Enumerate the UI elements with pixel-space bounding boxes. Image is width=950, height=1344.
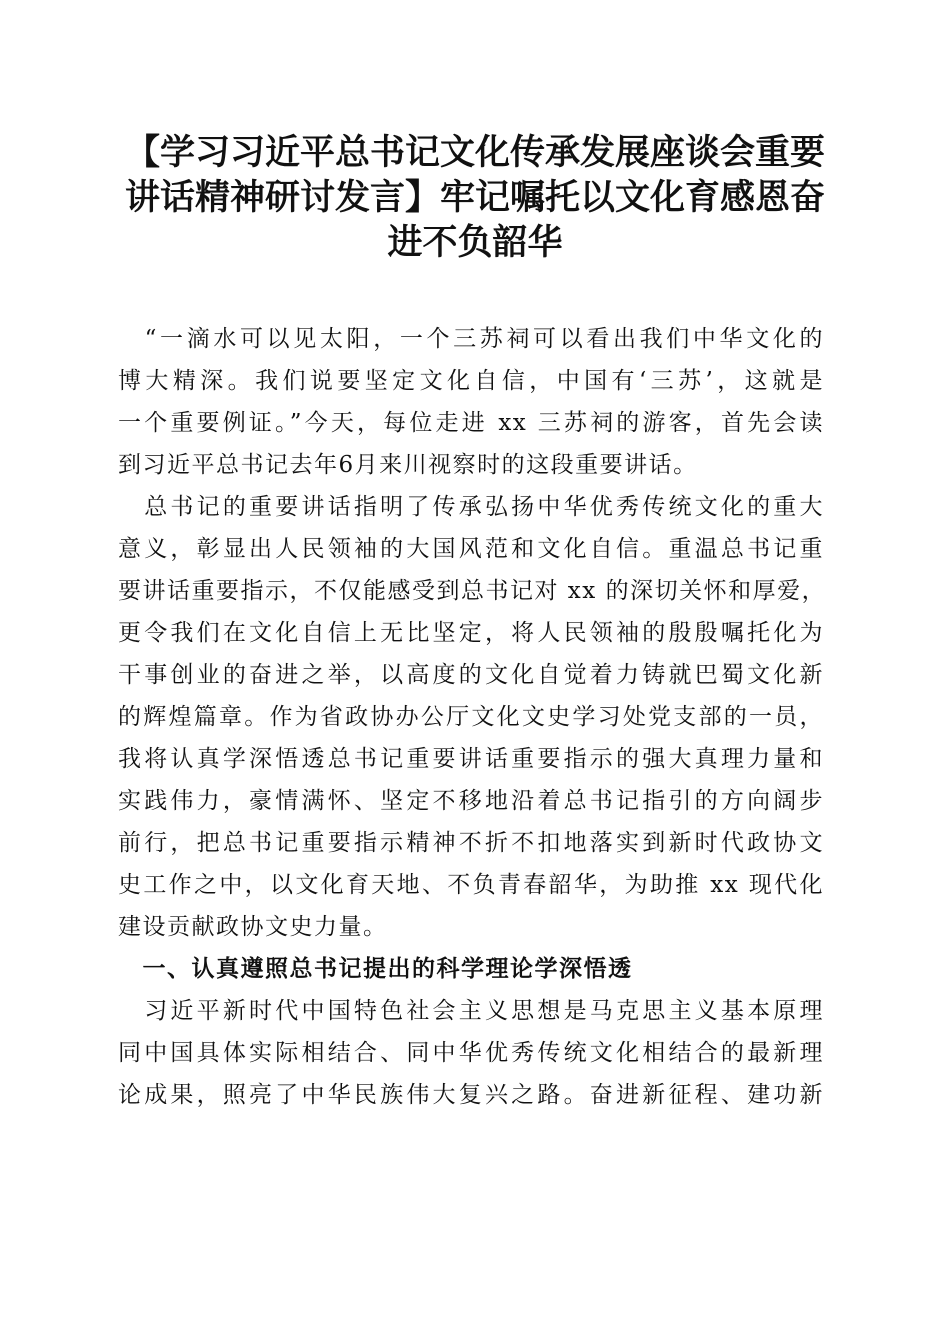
text-line: 论成果，照亮了中华民族伟大复兴之路。奋进新征程、建功新: [118, 1082, 824, 1108]
text-line: 博大精深。我们说要坚定文化自信，中国有‘三苏’，这就是: [118, 368, 824, 394]
text-line: 史工作之中，以文化育天地、不负青春韶华，为助推 xx 现代化: [118, 872, 824, 898]
title-line: 【学习习近平总书记文化传承发展座谈会重要: [124, 132, 825, 173]
text-line: 建设贡献政协文史力量。: [118, 914, 388, 940]
text-line: 干事创业的奋进之举，以高度的文化自觉着力铸就巴蜀文化新: [118, 662, 824, 688]
title-line: 进不负韶华: [387, 222, 563, 263]
text-line: 我将认真学深悟透总书记重要讲话重要指示的强大真理力量和: [118, 746, 824, 772]
section-heading: 一、认真遵照总书记提出的科学理论学深悟透: [118, 956, 633, 982]
text-line: 要讲话重要指示，不仅能感受到总书记对 xx 的深切关怀和厚爱，: [118, 578, 827, 604]
text-line: 同中国具体实际相结合、同中华优秀传统文化相结合的最新理: [118, 1040, 824, 1066]
document-body: [118, 318, 827, 1116]
document-title: [100, 130, 850, 265]
text-line: 前行，把总书记重要指示精神不折不扣地落实到新时代政协文: [118, 830, 824, 856]
text-line: 总书记的重要讲话指明了传承弘扬中华优秀传统文化的重大: [118, 494, 824, 520]
title-line: 讲话精神研讨发言】牢记嘱托以文化育感恩奋: [124, 177, 825, 218]
text-line: 习近平新时代中国特色社会主义思想是马克思主义基本原理: [118, 998, 824, 1024]
text-line: 实践伟力，豪情满怀、坚定不移地沿着总书记指引的方向阔步: [118, 788, 824, 814]
text-line: 更令我们在文化自信上无比坚定，将人民领袖的殷殷嘱托化为: [118, 620, 824, 646]
text-line: 的辉煌篇章。作为省政协办公厅文化文史学习处党支部的一员，: [118, 704, 824, 730]
text-line: 意义，彰显出人民领袖的大国风范和文化自信。重温总书记重: [118, 536, 824, 562]
text-line: 一个重要例证。”今天，每位走进 xx 三苏祠的游客，首先会读: [118, 410, 824, 436]
text-line: 到习近平总书记去年6月来川视察时的这段重要讲话。: [118, 452, 698, 478]
text-line: “一滴水可以见太阳，一个三苏祠可以看出我们中华文化的: [118, 326, 824, 352]
